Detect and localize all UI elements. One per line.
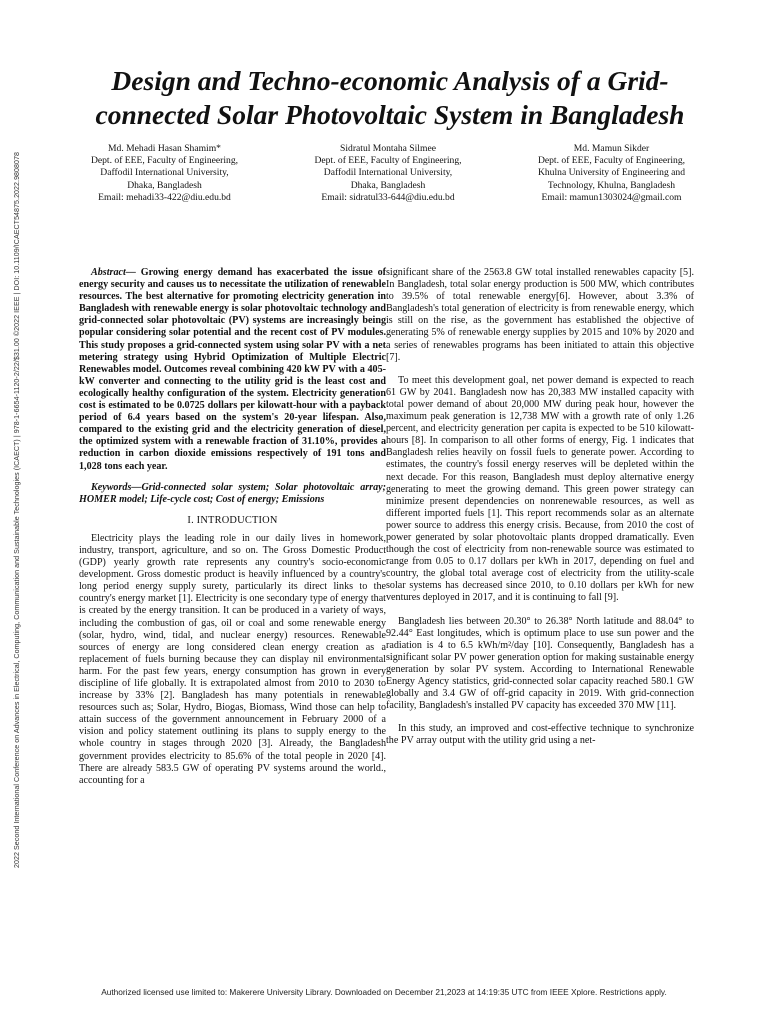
side-strip — [10, 40, 24, 980]
body-paragraph: To meet this development goal, net power demand is expected to reach 61 GW by 2041. Bangladesh now has 20,383 MW installed capacity with total power demand of about 20,000 MW during peak hour, however the maximum peak generation is 12,738 MW with a growth rate of only 1.26 percent, and electricity generation per capita is expected to be 510 kilowatt-hours [8]. In comparison to all other forms of energy, Fig. 1 indicates that Bangladesh relies heavily on fossil fuels to generate power. According to estimates, the country's fossil energy reserves will be depleted within the next decade. For this reason, Bangladesh must deploy alternative energy generating to meet the growing demand. This green power strategy can minimize present dependencies on nonrenewable resources, as well as different imported fuels [1]. This report recommends solar as an alternate power source to address this energy crisis. Because, from 2010 the cost of power generated by solar photovoltaic plants dropped dramatically. Even though the cost of electricity from non-renewable source was estimated to range from 0.05 to 0.17 dollars per kWh in 2017, depending on fuel and country, the global total average cost of electricity from the utility-scale solar systems has decreased since 2010, to 0.10 dollars per kWh for new ventures deployed in 2017, and it is continuing to fall [9]. — [386, 374, 694, 604]
author-affiliation: Daffodil International University, — [323, 167, 453, 179]
author-affiliation: Dept. of EEE, Faculty of Engineering, — [314, 155, 462, 167]
author-2 — [286, 143, 491, 204]
author-email: Email: mehadi33-422@diu.edu.bd — [98, 191, 231, 203]
author-1 — [62, 143, 267, 204]
intro-paragraph: Electricity plays the leading role in our daily lives in homework, industry, transport, agriculture, and so on. The Gross Domestic Product (GDP) yearly growth rate represents any country's socio-economic development. Gross domestic product is heavily influenced by a country's long period energy supply surety, particularly its direct links to the country's energy market [1]. Electricity is one secondary type of energy that is created by the energy transition. It can be produced in a variety of ways, including the combustion of gas, oil or coal and some renewable energy (solar, hydro, wind, tidal, and nuclear energy) resources. Renewable sources of energy are long considered clean energy creation as a replacement of fuels burning because they can display nil environmental harm. For the past few years, energy consumption has grown in every discipline of life globally. It is extrapolated almost from 2010 to 2030 to increase by 33% [2]. Bangladesh has many potentials in renewable resources such as; Solar, Hydro, Biogas, Biomass, Wind those can help to attain success of the government announcement in February 2000 of a vision and policy statement outlining its plans to supply energy to the whole country in stages through 2020 [3]. Already, the Bangladesh government provides electricity to 85.6% of the total people in 2020 [4]. There are already 583.5 GW of operating PV systems around the world., accounting for a — [79, 532, 386, 786]
conference-doi-line: 2022 Second International Conference on Advances in Electrical, Computing, Communication and Sustainable Technologies (ICAECT) | 978-1-6654-1120-2/22/$31.00 ©2022 IEEE | DOI: 10.1109/ICAECT54875.2022.9808078 — [13, 151, 22, 869]
author-email: Email: mamun1303024@gmail.com — [541, 191, 682, 203]
body-paragraph: significant share of the 2563.8 GW total installed renewables capacity [5]. In Bangladesh, total solar energy production is 500 MW, which contributes to 39.5% of total renewable energy[6]. However, about 3.3% of Bangladesh's total generation of electricity is from renewable energy, which is still on the rise, as the government has established the objective of generating 5% of renewable energy supplies by 2015 and 10% by 2020 and a series of renewables programs has been initiated to attain this objective [7]. — [386, 267, 694, 363]
author-affiliation: Dept. of EEE, Faculty of Engineering, — [90, 155, 239, 167]
left-column — [79, 267, 386, 787]
abstract-lead: Abstract— — [91, 267, 136, 278]
author-block — [62, 143, 714, 204]
author-name: Md. Mamun Sikder — [573, 143, 650, 154]
abstract — [79, 267, 386, 473]
right-column — [386, 267, 694, 747]
author-affiliation: Dhaka, Bangladesh — [350, 179, 426, 191]
keywords: Keywords—Grid-connected solar system; Solar photovoltaic array; HOMER model; Life-cycle cost; Cost of energy; Emissions — [79, 481, 386, 505]
license-footer: Authorized licensed use limited to: Makerere University Library. Downloaded on December 21,2023 at 14:19:35 UTC from IEEE Xplore. Restrictions apply. — [101, 987, 667, 997]
body-paragraph: In this study, an improved and cost-effective technique to synchronize the PV array output with the utility grid using a net- — [386, 723, 694, 747]
author-affiliation: Dhaka, Bangladesh — [127, 179, 202, 191]
section-heading-introduction: I. INTRODUCTION — [187, 514, 278, 526]
author-name: Md. Mehadi Hasan Shamim* — [108, 143, 221, 154]
author-email: Email: sidratul33-644@diu.edu.bd — [321, 191, 455, 203]
author-affiliation: Technology, Khulna, Bangladesh — [547, 179, 676, 191]
body-paragraph: Bangladesh lies between 20.30° to 26.38° North latitude and 88.04° to 92.44° East longitudes, which is optimum place to use sun power and the radiation is 4 to 6.5 kWh/m²/day [10]. Consequently, Bangladesh has a significant solar PV power generation option for making sustainable energy generation by solar PV system. According to International Renewable Energy Agency statistics, grid-connected solar capacity reached 580.1 GW globally and 3.4 GW of off-grid capacity in 2019. With grid-connection facility, Bangladesh's installed PV capacity has exceeded 370 MW [11]. — [386, 615, 694, 712]
abstract-text: Growing energy demand has exacerbated the issue of energy security and causes us to necessitate the utilization of renewable resources. The best alternative for promoting electricity generation in Bangladesh with renewable energy is solar photovoltaic technology and grid-connected solar photovoltaic (PV) systems are increasingly being popular considering solar potential and the recent cost of PV modules. This study proposes a grid-connected system using solar PV with a net metering strategy using Hybrid Optimization of Multiple Electric Renewables model. Outcomes reveal combining 420 kW PV with a 405-kW converter and connecting to the utility grid is the least cost and ecologically healthy configuration of the system. Electricity generation cost is estimated to be 0.0725 dollars per kilowatt-hour with a payback period of 6.4 years based on the system's 20-year lifespan. Also, compared to the existing grid and the electricity generation of diesel, the optimized system with a renewable fraction of 31.10%, provides a reduction in carbon dioxide emissions respectively of 191 tons and 1,028 tons each year. — [79, 267, 386, 472]
author-3 — [509, 143, 714, 204]
author-affiliation: Khulna University of Engineering and — [537, 167, 686, 179]
author-affiliation: Daffodil International University, — [100, 167, 229, 179]
author-affiliation: Dept. of EEE, Faculty of Engineering, — [537, 155, 686, 167]
paper-title: Design and Techno-economic Analysis of a Grid-connected Solar Photovoltaic System in Bangladesh — [95, 65, 685, 130]
author-name: Sidratul Montaha Silmee — [340, 143, 436, 154]
